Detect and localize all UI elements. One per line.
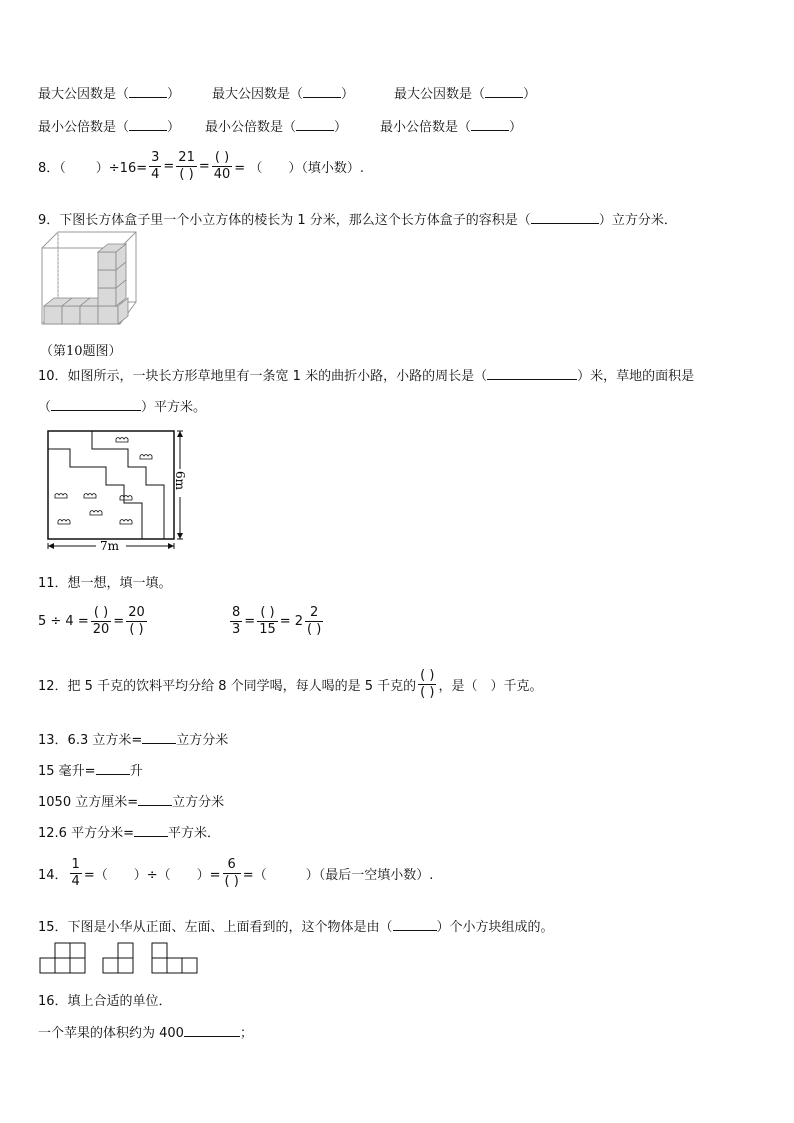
q9-blank[interactable] [531, 211, 599, 224]
question-10-line-2: （ ）平方米。 [38, 400, 207, 415]
q15-blank[interactable] [393, 918, 437, 931]
q11-right-fraction-0: $\frac{8}{3}$ [232, 605, 241, 637]
three-views-figure [38, 942, 203, 976]
gcd-item-2: 最大公因数是（ ） [212, 87, 355, 102]
q13-blank-4[interactable] [134, 824, 168, 837]
lcm-blank-2[interactable] [296, 118, 334, 131]
q11-left-fraction-1: $\frac{( )}{20}$ [92, 605, 110, 637]
question-14: 14． $\frac{1}{4}$ =（ ）÷（ ）= $\frac{6}{( )}$ =（ ）（最后一空填小数）. [38, 857, 434, 889]
question-11-left: 5 ÷ 4 = $\frac{( )}{20}$ = $\frac{20}{( )}$ [38, 605, 145, 637]
q8-fraction-2: $\frac{21}{( )}$ [178, 150, 195, 182]
q12-fraction: $\frac{( )}{( )}$ [420, 668, 435, 700]
q11-left-fraction-2: $\frac{20}{( )}$ [128, 605, 145, 637]
q8-fraction-1: $\frac{3}{4}$ [151, 150, 160, 182]
question-13-line-3: 1050 立方厘米= 立方分米 [38, 795, 225, 810]
q11-right-fraction-2: $\frac{2}{( )}$ [307, 605, 322, 637]
question-13-line-2: 15 毫升= 升 [38, 764, 143, 779]
q14-fraction-1: $\frac{1}{4}$ [71, 857, 80, 889]
question-12: 12．把 5 千克的饮料平均分给 8 个同学喝，每人喝的是 5 千克的 $\frac{( )}{( )}$ ，是（ ）千克。 [38, 668, 543, 700]
lcm-row: 最小公倍数是（ ） [38, 120, 181, 135]
lcm-item-2: 最小公倍数是（ ） [205, 120, 348, 135]
lcm-blank-3[interactable] [471, 118, 509, 131]
gcd-label-1: 最大公因数是（ [38, 87, 130, 102]
question-13-line-1: 13．6.3 立方米= 立方分米 [38, 733, 229, 748]
q13-blank-1[interactable] [142, 731, 176, 744]
q13-blank-2[interactable] [96, 762, 130, 775]
lcm-blank-1[interactable] [129, 118, 167, 131]
width-label: 7m [100, 539, 120, 553]
q14-fraction-2: $\frac{6}{( )}$ [224, 857, 239, 889]
height-label: 6m [173, 471, 187, 491]
box-with-cubes-figure [40, 228, 140, 328]
figure-caption: （第10题图） [40, 344, 122, 359]
gcd-blank-1[interactable] [129, 85, 167, 98]
q16-blank[interactable] [184, 1024, 240, 1037]
question-9: 9．下图长方体盒子里一个小立方体的棱长为 1 分米，那么这个长方体盒子的容积是（ ）立方分米． [38, 213, 677, 228]
q11-right-fraction-1: $\frac{( )}{15}$ [259, 605, 276, 637]
q10-blank-perimeter[interactable] [487, 367, 577, 380]
question-13-line-4: 12.6 平方分米= 平方米． [38, 826, 220, 841]
q8-fraction-3: $\frac{( )}{40}$ [213, 150, 231, 182]
gcd-row: 最大公因数是（ ） [38, 87, 181, 102]
question-16-line: 一个苹果的体积约为 400 ； [38, 1026, 253, 1041]
gcd-item-3: 最大公因数是（ ） [394, 87, 537, 102]
question-11-right: $\frac{8}{3}$ = $\frac{( )}{15}$ = 2 $\frac{2}{( )}$ [232, 605, 322, 637]
question-11-title: 11．想一想，填一填。 [38, 576, 172, 591]
question-10-line-1: 10．如图所示，一块长方形草地里有一条宽 1 米的曲折小路，小路的周长是（ ）米，草地的面积是 [38, 369, 695, 384]
gcd-blank-3[interactable] [485, 85, 523, 98]
lcm-item-3: 最小公倍数是（ ） [380, 120, 523, 135]
question-8: 8．（ ）÷16= $\frac{3}{4}$ = $\frac{21}{( )}$ = $\frac{( )}{40}$ = （ ）（填小数）. [38, 150, 364, 182]
gcd-blank-2[interactable] [303, 85, 341, 98]
question-16-title: 16．填上合适的单位． [38, 994, 172, 1009]
question-15: 15．下图是小华从正面、左面、上面看到的，这个物体是由（ ）个小方块组成的。 [38, 920, 554, 935]
q13-blank-3[interactable] [138, 793, 172, 806]
q10-blank-area[interactable] [51, 398, 141, 411]
lawn-path-figure [40, 425, 190, 555]
